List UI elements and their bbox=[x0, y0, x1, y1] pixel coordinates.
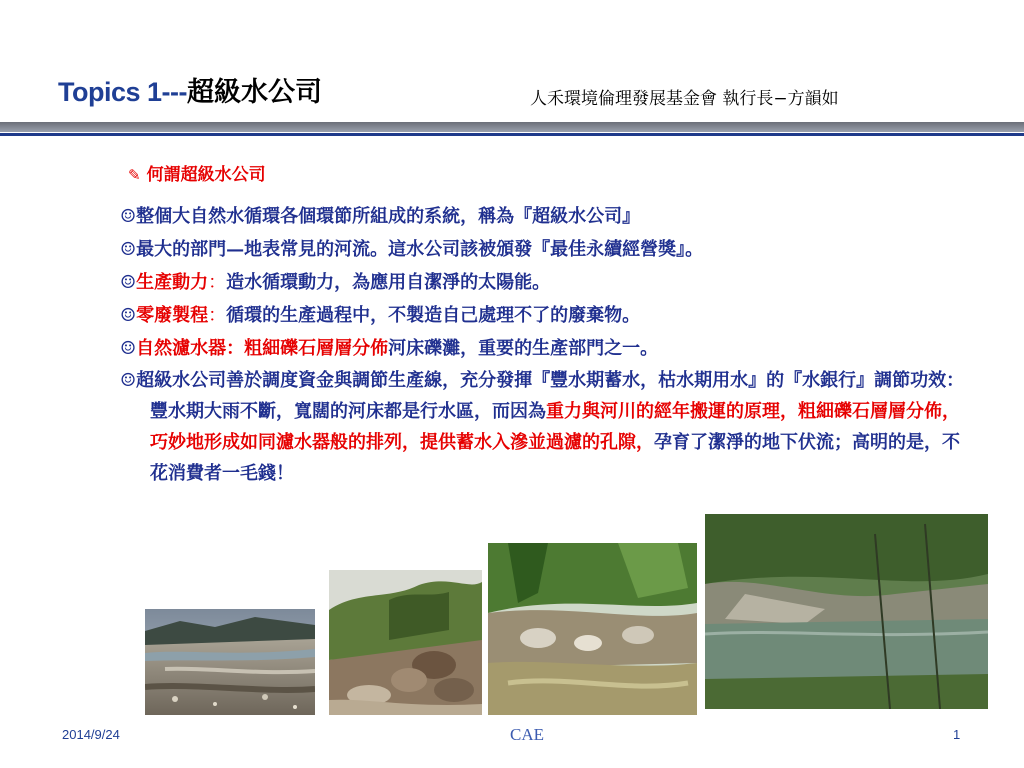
bullet-label: 生產動力 bbox=[136, 272, 209, 293]
bullet-item bbox=[120, 299, 970, 332]
bullet-item bbox=[120, 365, 970, 489]
pencil-icon: ✎ bbox=[128, 166, 141, 184]
slide-title bbox=[58, 72, 322, 112]
section-heading-text: 何謂超級水公司 bbox=[146, 165, 266, 185]
section-heading bbox=[128, 160, 266, 185]
bullet-list bbox=[120, 200, 970, 489]
bullet-item bbox=[120, 266, 970, 299]
bullet-text: 循環的生產過程中，不製造自己處理不了的廢棄物。 bbox=[226, 305, 641, 326]
smiley-icon: ☺ bbox=[120, 370, 137, 391]
smiley-icon: ☺ bbox=[120, 305, 137, 326]
footer-center-text: CAE bbox=[510, 725, 544, 744]
bullet-text: 河床礫灘，重要的生產部門之一。 bbox=[388, 338, 659, 359]
bullet-label: 自然濾水器：粗細礫石層層分佈 bbox=[136, 338, 389, 359]
smiley-icon: ☺ bbox=[120, 272, 137, 293]
title-english: Topics 1--- bbox=[58, 77, 187, 107]
bullet-item bbox=[120, 233, 970, 266]
header-divider-accent bbox=[0, 133, 1024, 136]
creek-photo bbox=[488, 543, 697, 715]
bullet-item bbox=[120, 332, 970, 365]
page-number: 1 bbox=[953, 727, 961, 742]
smiley-icon: ☺ bbox=[120, 206, 137, 227]
bullet-text: 最大的部門—地表常見的河流。這水公司該被頒發『最佳永續經營獎』。 bbox=[136, 239, 704, 260]
bullet-colon: ： bbox=[208, 305, 227, 326]
bullet-text: 孕育了潔淨的地下伏流；高明的是，不花消費者一毛錢！ bbox=[150, 432, 960, 484]
forest-pool-photo bbox=[705, 514, 988, 709]
bullet-item bbox=[120, 200, 970, 233]
bullet-label: 零廢製程 bbox=[136, 305, 209, 326]
bullet-text: 整個大自然水循環各個環節所組成的系統，稱為『超級水公司』 bbox=[136, 206, 641, 227]
bullet-text: 超級水公司善於調度資金與調節生產線，充分發揮『豐水期蓄水，枯水期用水』的『水銀行』調節功效：豐水期大雨不斷，寬闊的河床都是行水區，而因為 bbox=[136, 370, 965, 422]
bullet-highlight: 重力與河川的經年搬運的原理，粗細礫石層層分佈，巧妙地形成如同濾水器般的排列，提供蓄水入滲並過濾的孔隙， bbox=[150, 401, 960, 453]
smiley-icon: ☺ bbox=[120, 239, 137, 260]
bullet-colon: ： bbox=[208, 272, 227, 293]
smiley-icon: ☺ bbox=[120, 338, 137, 359]
title-chinese: 超級水公司 bbox=[187, 77, 322, 108]
footer-date: 2014/9/24 bbox=[62, 727, 120, 742]
rocky-stream-photo bbox=[329, 570, 482, 715]
riverbed-photo bbox=[145, 609, 315, 715]
bullet-text: 造水循環動力，為應用自潔淨的太陽能。 bbox=[226, 272, 551, 293]
header-divider bbox=[0, 122, 1024, 132]
slide-subtitle: 人禾環境倫理發展基金會 執行長−方韻如 bbox=[530, 89, 839, 109]
